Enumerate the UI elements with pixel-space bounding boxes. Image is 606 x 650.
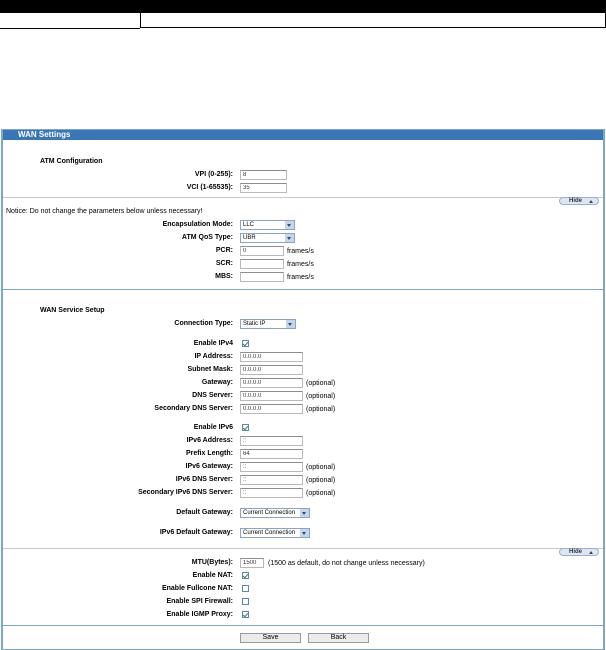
- dns-input[interactable]: [240, 391, 303, 401]
- spi-firewall-checkbox[interactable]: [242, 598, 249, 605]
- notice-text: Notice: Do not change the parameters below unless necessary!: [6, 208, 203, 215]
- wan-settings-panel: [1, 129, 605, 650]
- chevron-down-icon: [300, 509, 309, 517]
- hide-advanced-button[interactable]: [559, 548, 599, 556]
- qos-type-value: UBR: [243, 235, 256, 241]
- mask-input[interactable]: [240, 365, 303, 375]
- igmp-proxy-label: Enable IGMP Proxy:: [166, 611, 233, 618]
- pcr-label: PCR:: [215, 247, 233, 254]
- optional-text: (optional): [306, 380, 336, 387]
- conn-type-label: Connection Type:: [174, 320, 233, 327]
- gateway-input[interactable]: [240, 378, 303, 388]
- hide-label: Hide: [569, 198, 583, 204]
- ipv6-default-gateway-select[interactable]: [240, 528, 310, 538]
- ipv6-gateway-label: IPv6 Gateway:: [185, 463, 233, 470]
- hide-label: Hide: [569, 549, 583, 555]
- scr-unit: frames/s: [287, 261, 314, 268]
- default-gateway-label: Default Gateway:: [176, 509, 233, 516]
- separator: [3, 289, 603, 290]
- back-button[interactable]: Back: [308, 633, 369, 643]
- collapse-icon: [589, 200, 593, 203]
- hide-atm-button[interactable]: [559, 197, 599, 205]
- top-banner-rule: [0, 28, 140, 29]
- encap-value: LLC: [243, 222, 255, 228]
- dns-label: DNS Server:: [192, 392, 233, 399]
- igmp-proxy-checkbox[interactable]: [242, 611, 249, 618]
- vpi-label: VPI (0-255):: [194, 171, 233, 178]
- nat-label: Enable NAT:: [192, 572, 233, 579]
- panel-header: [3, 130, 603, 140]
- dns2-input[interactable]: [240, 404, 303, 414]
- collapse-icon: [589, 551, 593, 554]
- scr-label: SCR:: [215, 260, 233, 267]
- nat-checkbox[interactable]: [242, 572, 249, 579]
- default-gateway-select[interactable]: [240, 508, 310, 518]
- qos-type-label: ATM QoS Type:: [181, 234, 233, 241]
- separator: [3, 625, 603, 626]
- optional-text: (optional): [306, 393, 336, 400]
- mtu-input[interactable]: [240, 558, 264, 568]
- chevron-down-icon: [300, 529, 309, 537]
- ipv6-dns2-label: Secondary IPv6 DNS Server:: [138, 489, 233, 496]
- ip-input[interactable]: [240, 352, 303, 362]
- enable-ipv6-checkbox[interactable]: [242, 424, 249, 431]
- mbs-input[interactable]: [240, 272, 284, 282]
- top-banner-box: [140, 13, 606, 28]
- wan-section-title: WAN Service Setup: [40, 307, 105, 314]
- ipv6-dns-label: IPv6 DNS Server:: [175, 476, 233, 483]
- vpi-input[interactable]: [240, 170, 287, 180]
- ipv6-dns-input[interactable]: [240, 475, 303, 485]
- pcr-input[interactable]: [240, 246, 284, 256]
- mask-label: Subnet Mask:: [187, 366, 233, 373]
- spi-firewall-label: Enable SPI Firewall:: [166, 598, 233, 605]
- enable-ipv4-checkbox[interactable]: [242, 340, 249, 347]
- separator: [3, 197, 603, 198]
- prefix-input[interactable]: [240, 449, 303, 459]
- chevron-down-icon: [286, 320, 295, 328]
- optional-text: (optional): [306, 464, 336, 471]
- chevron-down-icon: [285, 234, 294, 242]
- optional-text: (optional): [306, 477, 336, 484]
- ipv6-label: IPv6 Address:: [186, 437, 233, 444]
- ipv6-default-gateway-label: IPv6 Default Gateway:: [159, 529, 233, 536]
- encap-label: Encapsulation Mode:: [162, 221, 233, 228]
- ip-label: IP Address:: [194, 353, 233, 360]
- ipv6-default-gateway-value: Current Connection: [243, 530, 296, 536]
- mtu-note: (1500 as default, do not change unless necessary): [268, 560, 425, 567]
- gateway-label: Gateway:: [201, 379, 233, 386]
- fullcone-nat-checkbox[interactable]: [242, 585, 249, 592]
- mtu-label: MTU(Bytes):: [191, 559, 233, 566]
- vci-label: VCI (1-65535):: [186, 184, 233, 191]
- enable-ipv6-label: Enable IPv6: [193, 424, 233, 431]
- optional-text: (optional): [306, 490, 336, 497]
- dns2-label: Secondary DNS Server:: [154, 405, 233, 412]
- encap-select[interactable]: [240, 220, 295, 230]
- save-button[interactable]: Save: [240, 633, 301, 643]
- mbs-unit: frames/s: [287, 274, 314, 281]
- ipv6-input[interactable]: [240, 436, 303, 446]
- top-banner: [0, 0, 606, 13]
- vci-input[interactable]: [240, 183, 287, 193]
- panel-title: WAN Settings: [18, 130, 71, 139]
- mbs-label: MBS:: [215, 273, 233, 280]
- ipv6-dns2-input[interactable]: [240, 488, 303, 498]
- ipv6-gateway-input[interactable]: [240, 462, 303, 472]
- default-gateway-value: Current Connection: [243, 510, 296, 516]
- atm-section-title: ATM Configuration: [40, 158, 103, 165]
- separator: [3, 548, 603, 549]
- optional-text: (optional): [306, 406, 336, 413]
- conn-type-value: Static IP: [243, 321, 266, 327]
- prefix-label: Prefix Length:: [185, 450, 233, 457]
- conn-type-select[interactable]: [240, 319, 296, 329]
- pcr-unit: frames/s: [287, 248, 314, 255]
- fullcone-nat-label: Enable Fullcone NAT:: [161, 585, 233, 592]
- qos-type-select[interactable]: [240, 233, 295, 243]
- chevron-down-icon: [285, 221, 294, 229]
- enable-ipv4-label: Enable IPv4: [193, 340, 233, 347]
- scr-input[interactable]: [240, 259, 284, 269]
